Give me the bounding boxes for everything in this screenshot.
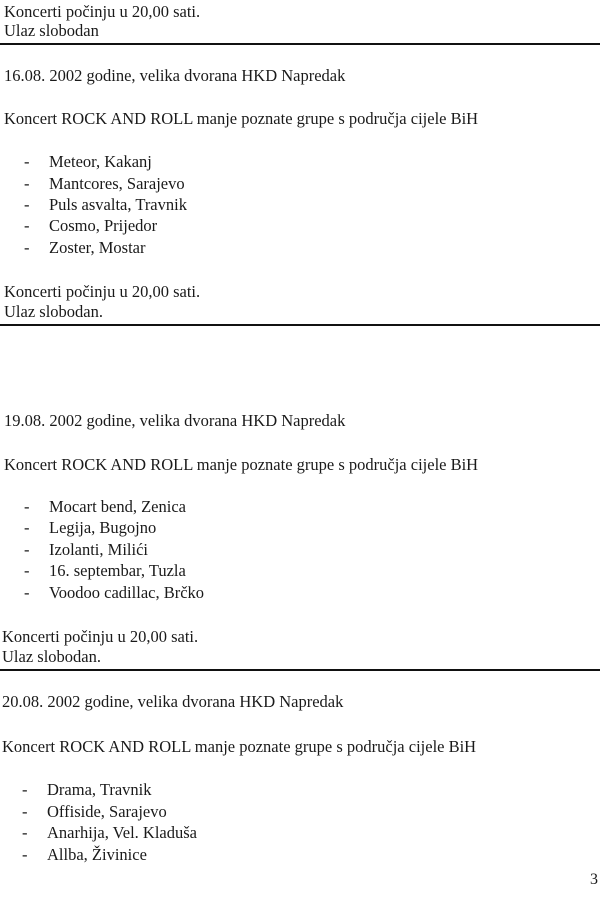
list-bullet: -	[24, 238, 30, 257]
list-item: Zoster, Mostar	[49, 238, 146, 257]
list-bullet: -	[24, 216, 30, 235]
list-item: Cosmo, Prijedor	[49, 216, 158, 235]
list-item: Mocart bend, Zenica	[49, 497, 186, 516]
list-bullet: -	[22, 802, 28, 821]
event-2-start-time: Koncerti počinju u 20,00 sati.	[2, 627, 199, 646]
list-bullet: -	[24, 518, 30, 537]
list-item: Anarhija, Vel. Kladuša	[47, 823, 197, 842]
event-3-concert: Koncert ROCK AND ROLL manje poznate grupe s područja cijele BiH	[2, 737, 477, 756]
top-entry-free: Ulaz slobodan	[4, 21, 99, 40]
list-item: Allba, Živinice	[47, 845, 147, 864]
list-bullet: -	[24, 174, 30, 193]
event-2-entry-free: Ulaz slobodan.	[2, 647, 101, 666]
list-item: Drama, Travnik	[47, 780, 152, 799]
list-item: Puls asvalta, Travnik	[49, 195, 187, 214]
list-bullet: -	[22, 823, 28, 842]
list-bullet: -	[24, 540, 30, 559]
list-item: Voodoo cadillac, Brčko	[49, 583, 205, 602]
list-bullet: -	[24, 497, 30, 516]
list-item: Izolanti, Milići	[49, 540, 148, 559]
list-item: 16. septembar, Tuzla	[49, 561, 186, 580]
list-bullet: -	[22, 845, 28, 864]
list-bullet: -	[24, 152, 30, 171]
list-bullet: -	[24, 583, 30, 602]
divider-2	[0, 324, 600, 326]
list-bullet: -	[22, 780, 28, 799]
event-3-date: 20.08. 2002 godine, velika dvorana HKD Napredak	[2, 692, 344, 711]
event-1-date: 16.08. 2002 godine, velika dvorana HKD Napredak	[4, 66, 346, 85]
event-1-start-time: Koncerti počinju u 20,00 sati.	[4, 282, 201, 301]
list-item: Legija, Bugojno	[49, 518, 157, 537]
divider-3	[0, 669, 600, 671]
list-bullet: -	[24, 561, 30, 580]
event-2-concert: Koncert ROCK AND ROLL manje poznate grupe s područja cijele BiH	[4, 455, 479, 474]
list-bullet: -	[24, 195, 30, 214]
page-number: 3	[590, 871, 598, 888]
event-1-concert: Koncert ROCK AND ROLL manje poznate grupe s područja cijele BiH	[4, 109, 479, 128]
list-item: Mantcores, Sarajevo	[49, 174, 185, 193]
list-item: Offiside, Sarajevo	[47, 802, 167, 821]
event-2-date: 19.08. 2002 godine, velika dvorana HKD Napredak	[4, 411, 346, 430]
top-start-time: Koncerti počinju u 20,00 sati.	[4, 2, 201, 21]
event-1-entry-free: Ulaz slobodan.	[4, 302, 103, 321]
divider-1	[0, 43, 600, 45]
list-item: Meteor, Kakanj	[49, 152, 152, 171]
